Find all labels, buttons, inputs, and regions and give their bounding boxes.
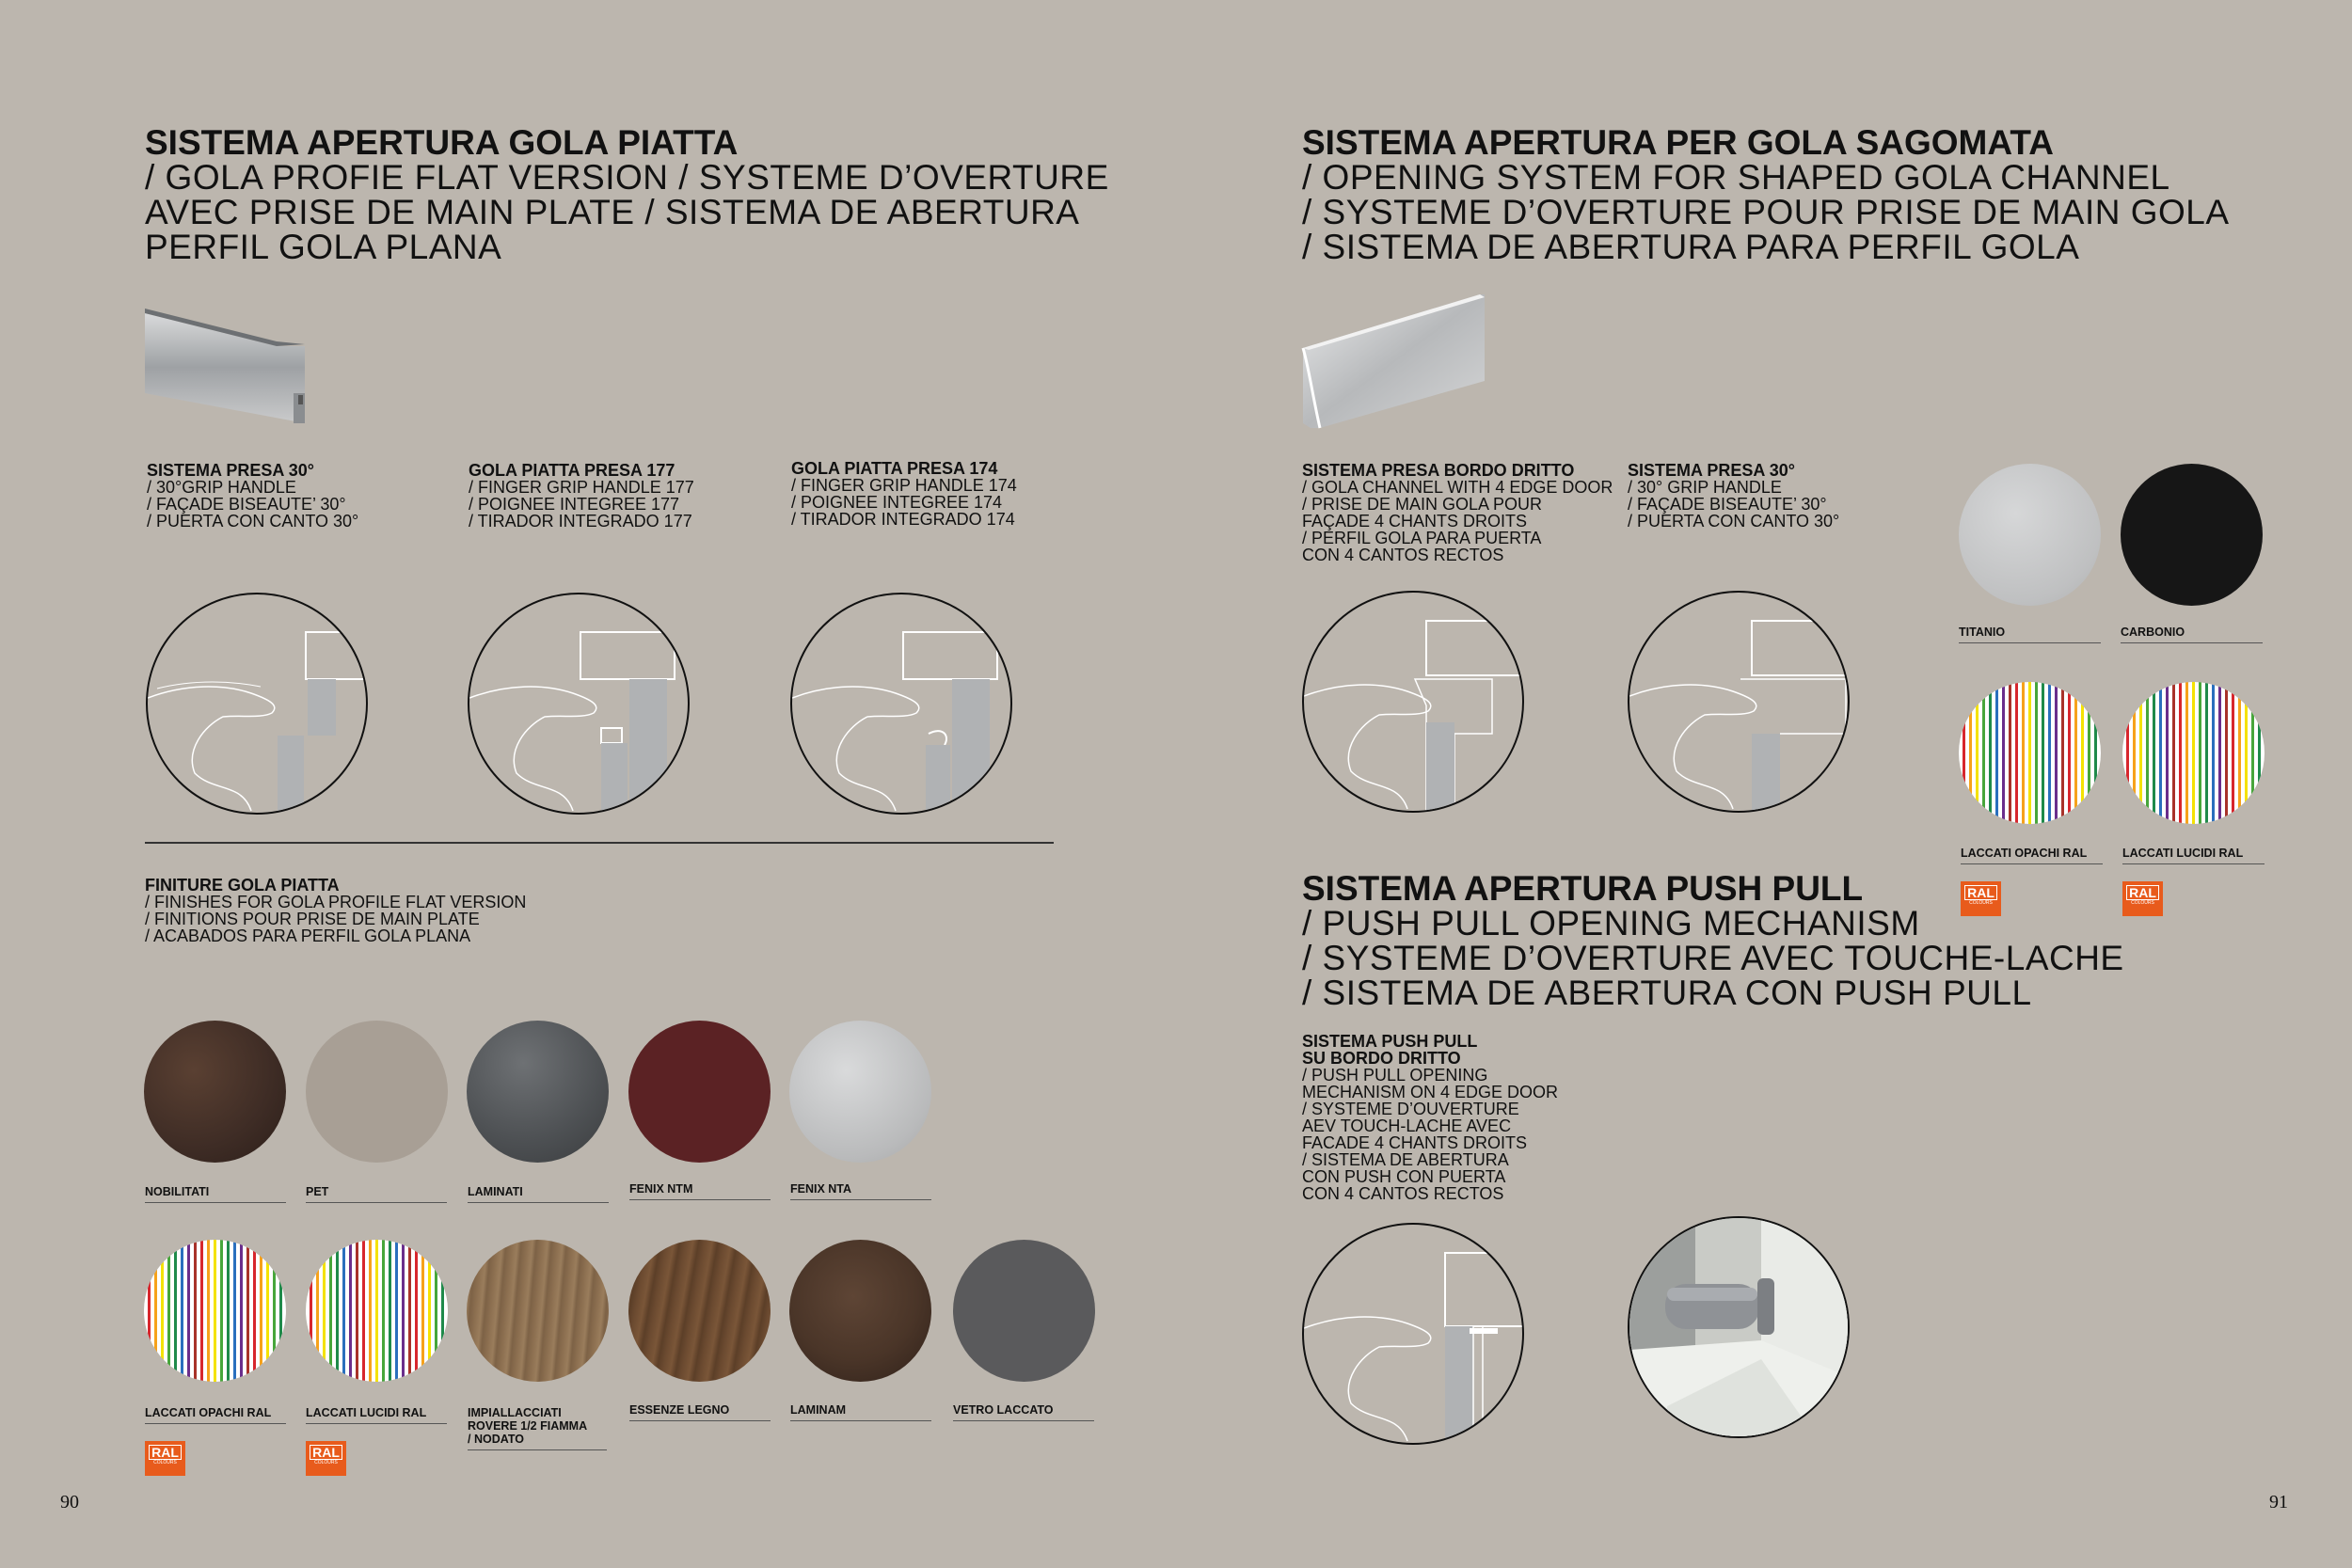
item-line: / PUERTA CON CANTO 30° (147, 512, 359, 531)
swatch-laccati-opachi-ral-right (1959, 682, 2101, 824)
finishes-heading (145, 877, 526, 944)
ral-logo-sub: COLOURS (314, 1460, 338, 1465)
flat-gola-profile-image (145, 309, 314, 431)
item-gola-piatta-177 (469, 462, 694, 530)
swatch-pet (306, 1021, 448, 1163)
grip-diagram-30-right (1628, 591, 1850, 813)
swatch-essenze-legno (628, 1240, 771, 1382)
page-number-left: 90 (60, 1492, 79, 1513)
item-line: / PRISE DE MAIN GOLA POUR (1302, 495, 1543, 514)
ral-logo (2122, 881, 2163, 916)
right-title-line: / SISTEMA DE ABERTURA PARA PERFIL GOLA (1302, 228, 2080, 266)
swatch-label: TITANIO (1959, 626, 2101, 643)
swatch-label: LACCATI OPACHI RAL (1961, 847, 2103, 864)
item-line: / POIGNEE INTEGREE 177 (469, 495, 680, 514)
item-line: MECHANISM ON 4 EDGE DOOR (1302, 1083, 1559, 1101)
item-line: CON 4 CANTOS RECTOS (1302, 546, 1504, 564)
item-line: FAÇADE 4 CHANTS DROITS (1302, 512, 1528, 531)
push-pull-diagram (1302, 1223, 1524, 1445)
item-title: SISTEMA PRESA BORDO DRITTO (1302, 461, 1575, 480)
item-line: / 30°GRIP HANDLE (147, 478, 296, 497)
item-line: / TIRADOR INTEGRADO 174 (791, 510, 1015, 529)
swatch-label: LAMINATI (468, 1185, 609, 1203)
item-line: / FINGER GRIP HANDLE 174 (791, 476, 1017, 495)
swatch-label-line: / NODATO (468, 1433, 524, 1446)
grip-diagram-174 (790, 593, 1012, 815)
item-line: / SYSTEME D’OUVERTURE (1302, 1100, 1519, 1118)
grip-diagram-bordo-dritto (1302, 591, 1524, 813)
swatch-label: CARBONIO (2121, 626, 2263, 643)
swatch-label: LACCATI LUCIDI RAL (306, 1406, 447, 1424)
ral-logo-text: RAL (149, 1445, 182, 1460)
swatch-laminati (467, 1021, 609, 1163)
item-line: / 30° GRIP HANDLE (1628, 478, 1782, 497)
item-sistema-presa-bordo-dritto (1302, 462, 1613, 563)
swatch-label: FENIX NTM (629, 1182, 771, 1200)
swatch-laccati-opachi-ral (144, 1240, 286, 1382)
finishes-line: / ACABADOS PARA PERFIL GOLA PLANA (145, 927, 471, 945)
swatch-fenix-nta (789, 1021, 931, 1163)
swatch-label (468, 1406, 607, 1450)
item-line: / FAÇADE BISEAUTE’ 30° (1628, 495, 1827, 514)
swatch-label: NOBILITATI (145, 1185, 286, 1203)
left-title-bold: SISTEMA APERTURA GOLA PIATTA (145, 123, 739, 162)
item-gola-piatta-174 (791, 460, 1017, 528)
ral-logo-sub: COLOURS (153, 1460, 177, 1465)
item-line: AEV TOUCH-LACHE AVEC (1302, 1117, 1512, 1135)
push-pull-photo (1628, 1216, 1850, 1438)
swatch-label-line: IMPIALLACCIATI (468, 1406, 562, 1419)
ral-logo (145, 1441, 185, 1476)
item-line: / TIRADOR INTEGRADO 177 (469, 512, 692, 531)
right-title-line: / SYSTEME D’OVERTURE POUR PRISE DE MAIN GOLA (1302, 193, 2230, 231)
right-title-line: / OPENING SYSTEM FOR SHAPED GOLA CHANNEL (1302, 158, 2170, 197)
swatch-label-line: ROVERE 1/2 FIAMMA (468, 1419, 588, 1433)
push-pull-title-line: / SISTEMA DE ABERTURA CON PUSH PULL (1302, 974, 2032, 1012)
ral-logo (306, 1441, 346, 1476)
swatch-laccati-lucidi-ral-right (2122, 682, 2265, 824)
swatch-label: LAMINAM (790, 1403, 931, 1421)
item-title: SISTEMA PRESA 30° (147, 461, 314, 480)
push-pull-title-bold: SISTEMA APERTURA PUSH PULL (1302, 869, 1864, 908)
item-line: / SISTEMA DE ABERTURA (1302, 1150, 1509, 1169)
item-sistema-presa-30-right (1628, 462, 1839, 530)
swatch-impiallacciati (467, 1240, 609, 1382)
item-push-pull (1302, 1033, 1558, 1202)
finishes-title: FINITURE GOLA PIATTA (145, 876, 340, 895)
swatch-carbonio (2121, 464, 2263, 606)
ral-logo-sub: COLOURS (2131, 900, 2154, 906)
right-title-bold: SISTEMA APERTURA PER GOLA SAGOMATA (1302, 123, 2054, 162)
item-line: / POIGNEE INTEGREE 174 (791, 493, 1003, 512)
item-line: FACADE 4 CHANTS DROITS (1302, 1133, 1528, 1152)
swatch-label: LACCATI OPACHI RAL (145, 1406, 286, 1424)
ral-logo-text: RAL (310, 1445, 342, 1460)
item-line: CON PUSH CON PUERTA (1302, 1167, 1506, 1186)
left-title-line: / GOLA PROFIE FLAT VERSION / SYSTEME D’OVERTURE (145, 158, 1109, 197)
finishes-line: / FINISHES FOR GOLA PROFILE FLAT VERSION (145, 893, 527, 911)
push-pull-title-line: / PUSH PULL OPENING MECHANISM (1302, 904, 1920, 942)
section-divider (145, 842, 1054, 844)
swatch-fenix-ntm (628, 1021, 771, 1163)
item-title: SISTEMA PUSH PULL (1302, 1032, 1478, 1051)
item-line: / PERFIL GOLA PARA PUERTA (1302, 529, 1542, 547)
ral-logo-sub: COLOURS (1969, 900, 1993, 906)
item-line: / PUERTA CON CANTO 30° (1628, 512, 1840, 531)
item-title: GOLA PIATTA PRESA 174 (791, 459, 998, 478)
grip-diagram-30 (146, 593, 368, 815)
swatch-label: PET (306, 1185, 447, 1203)
swatch-nobilitati (144, 1021, 286, 1163)
shaped-gola-profile-image (1301, 292, 1489, 433)
swatch-titanio (1959, 464, 2101, 606)
left-title-line: PERFIL GOLA PLANA (145, 228, 502, 266)
swatch-label: FENIX NTA (790, 1182, 931, 1200)
item-line: CON 4 CANTOS RECTOS (1302, 1184, 1504, 1203)
item-line: / FINGER GRIP HANDLE 177 (469, 478, 694, 497)
item-line: / GOLA CHANNEL WITH 4 EDGE DOOR (1302, 478, 1613, 497)
left-title-line: AVEC PRISE DE MAIN PLATE / SISTEMA DE ABERTURA (145, 193, 1080, 231)
item-title: SISTEMA PRESA 30° (1628, 461, 1795, 480)
swatch-label: ESSENZE LEGNO (629, 1403, 771, 1421)
page-number-right: 91 (2269, 1492, 2288, 1513)
ral-logo-text: RAL (1964, 885, 1997, 900)
swatch-vetro-laccato (953, 1240, 1095, 1382)
swatch-laminam (789, 1240, 931, 1382)
item-line: / PUSH PULL OPENING (1302, 1066, 1488, 1085)
left-title (145, 125, 1109, 264)
right-title (1302, 125, 2230, 264)
finishes-line: / FINITIONS POUR PRISE DE MAIN PLATE (145, 910, 480, 928)
grip-diagram-177 (468, 593, 690, 815)
swatch-laccati-lucidi-ral (306, 1240, 448, 1382)
swatch-label: VETRO LACCATO (953, 1403, 1094, 1421)
push-pull-title (1302, 871, 2124, 1010)
ral-logo-text: RAL (2126, 885, 2159, 900)
item-title: SU BORDO DRITTO (1302, 1049, 1461, 1068)
item-sistema-presa-30 (147, 462, 358, 530)
swatch-label: LACCATI LUCIDI RAL (2122, 847, 2265, 864)
push-pull-title-line: / SYSTEME D’OVERTURE AVEC TOUCHE-LACHE (1302, 939, 2124, 977)
item-title: GOLA PIATTA PRESA 177 (469, 461, 675, 480)
item-line: / FAÇADE BISEAUTE’ 30° (147, 495, 346, 514)
